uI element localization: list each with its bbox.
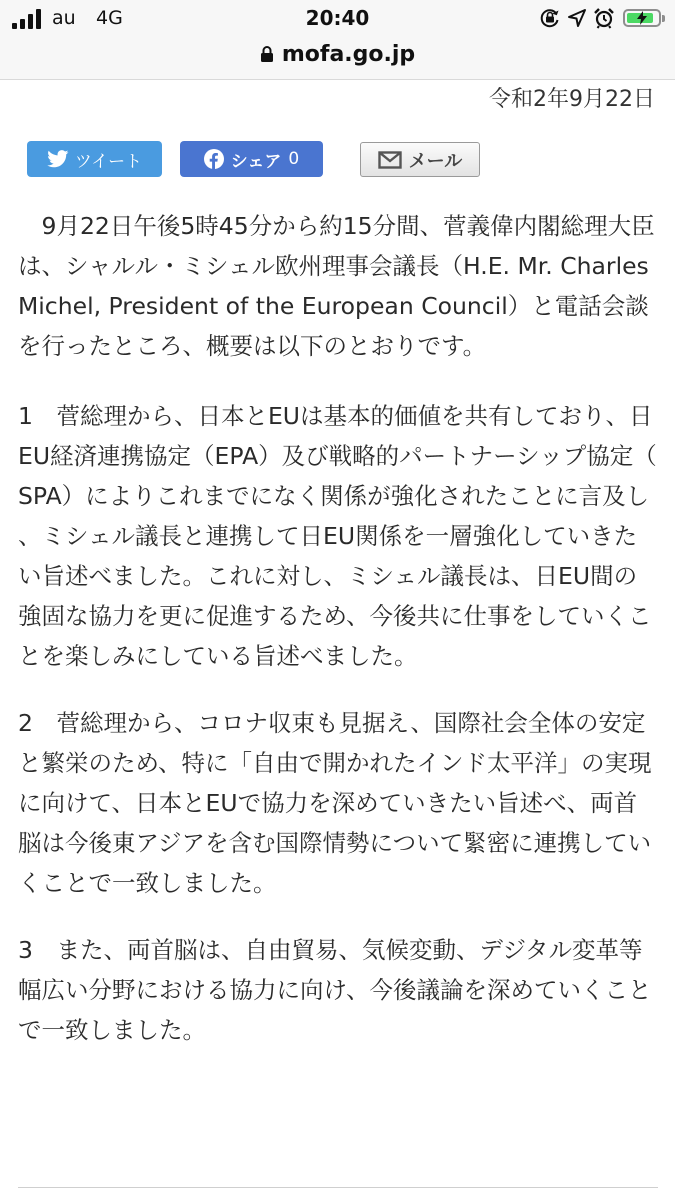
tweet-button-label: ツイート [74,151,143,172]
mail-share-button[interactable] [360,142,480,177]
address-bar[interactable] [0,36,675,72]
alarm-clock-icon [593,7,615,29]
padlock-icon [260,45,274,63]
facebook-share-count: 0 [288,149,300,169]
browser-top-bar [0,0,675,80]
location-arrow-icon [567,8,587,28]
carrier-name: au [52,7,76,29]
network-type: 4G [96,7,123,29]
status-icons [539,7,661,29]
article-body [18,206,658,1077]
orientation-lock-icon [539,7,561,29]
article-intro-paragraph: 9月22日午後5時45分から約15分間、菅義偉内閣総理大臣は、シャルル・ミシェル欧州理事会議長（H.E. Mr. Charles Michel, President of the European Council）と電話会談を行ったところ、概要は以下のとおりです。 [18,212,655,360]
facebook-icon [204,149,224,169]
facebook-share-label: シェア [230,151,282,172]
mail-button-label: メール [408,150,463,172]
article-paragraph-3: 3 また、両首脳は、自由貿易、気候変動、デジタル変革等幅広い分野における協力に向け、今後議論を深めていくことで一致しました。 [18,936,652,1044]
twitter-bird-icon [47,150,69,168]
envelope-icon [378,151,402,169]
status-time: 20:40 [305,6,370,30]
content-divider [18,1187,658,1188]
article-date: 令和2年9月22日 [489,87,655,112]
article-paragraph-1: 1 菅総理から、日本とEUは基本的価値を共有しており、日EU経済連携協定（EPA）及び戦略的パートナーシップ協定（SPA）によりこれまでになく関係が強化されたことに言及し、ミシェル議長と連携して日EU関係を一層強化していきたい旨述べました。これに対し、ミシェル議長は、日EU間の強固な協力を更に促進するため、今後共に仕事をしていくことを楽しみにしている旨述べました。 [18,402,657,670]
article-paragraph-2: 2 菅総理から、コロナ収束も見据え、国際社会全体の安定と繁栄のため、特に「自由で開かれたインド太平洋」の実現に向けて、日本とEUで協力を深めていきたい旨述べ、両首脳は今後東アジアを含む国際情勢について緊密に連携していくことで一致しました。 [18,709,652,897]
tweet-button[interactable] [27,141,162,177]
battery-charging-icon [623,9,661,27]
facebook-share-button[interactable] [180,141,323,177]
address-domain: mofa.go.jp [281,41,416,67]
